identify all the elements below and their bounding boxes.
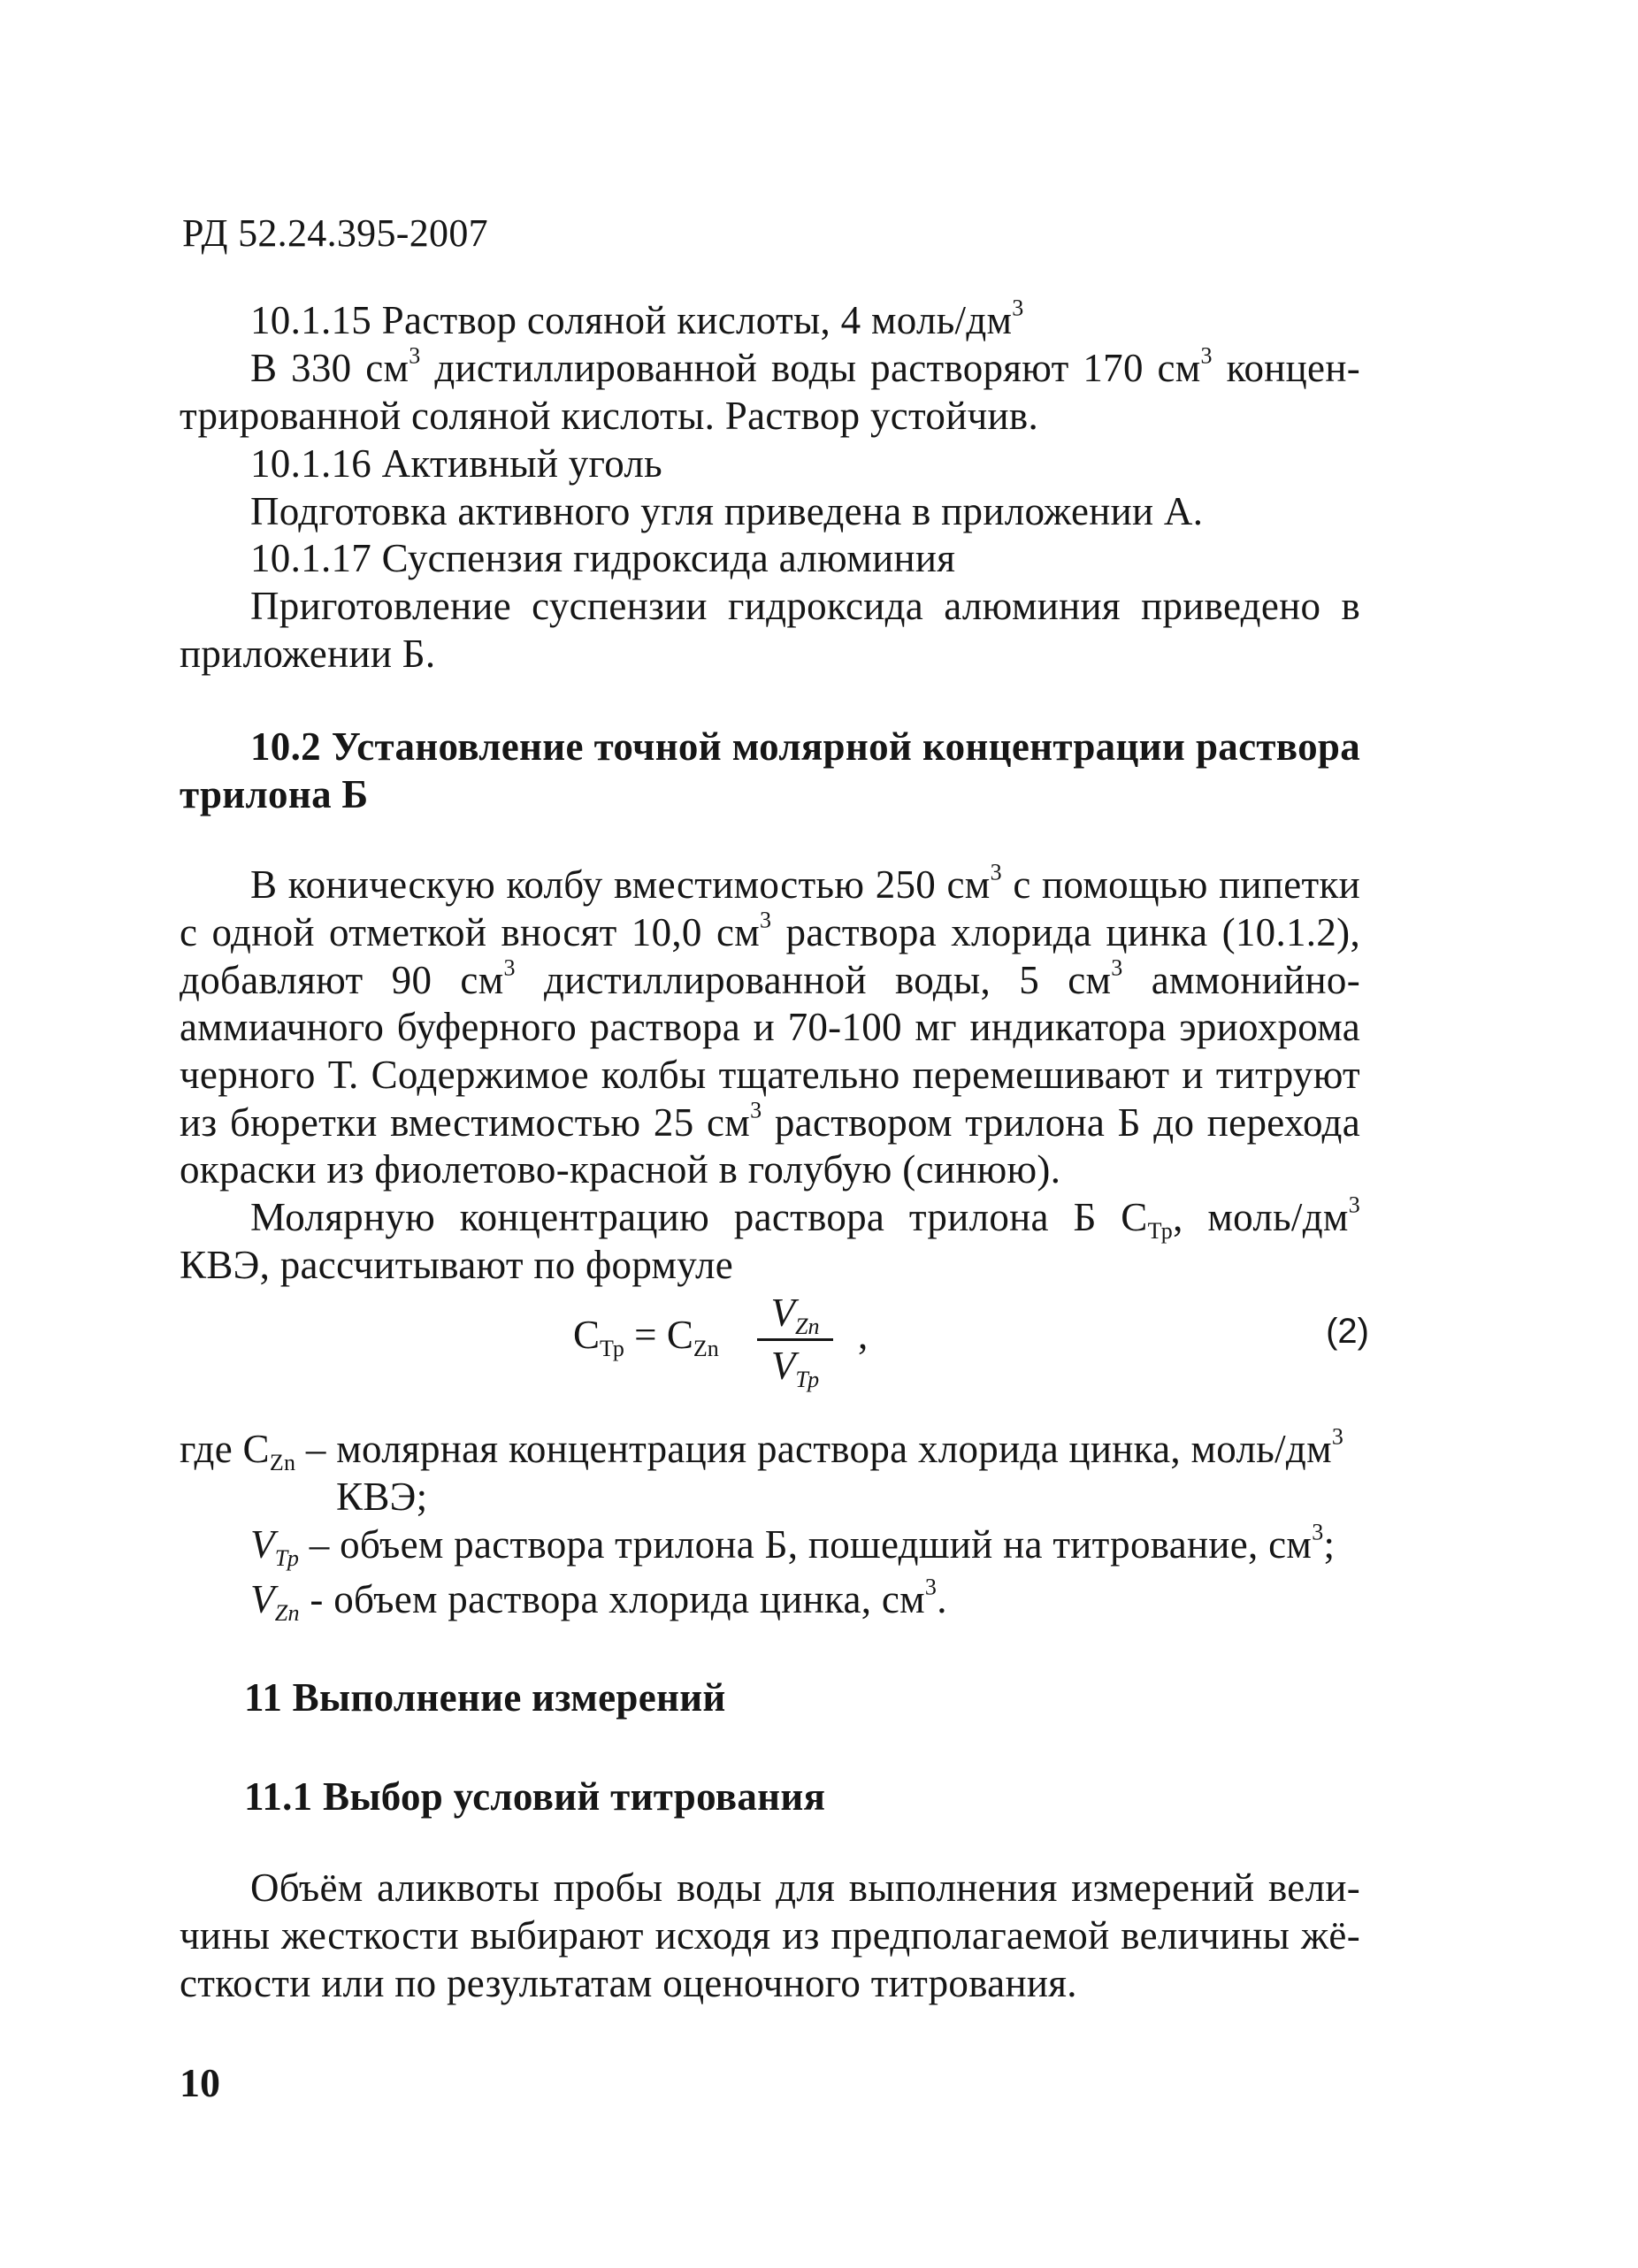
formula-fraction xyxy=(757,1287,833,1391)
para-10-1-15-line-2: трированной соляной кислоты. Раствор устойчив. xyxy=(180,394,1039,438)
para-10-1-16: Подготовка активного угля приведена в приложении А. xyxy=(250,489,1204,533)
formula-comma: , xyxy=(858,1313,869,1357)
fraction-denominator: $V_{Тр}$ xyxy=(770,1344,820,1393)
page-number: 10 xyxy=(180,2060,220,2105)
para-10-2-line-2: с одной отметкой вносят 10,0 $см^3$ раствора хлорида цинка (10.1.2), xyxy=(180,907,1360,954)
para-10-2-line-6: из бюретки вместимостью 25 $см^3$ раствором трилона Б до перехода xyxy=(180,1097,1360,1145)
section-title-11-1: 11.1 Выбор условий титрования xyxy=(244,1774,826,1819)
where-line-3: $V_{Тр}$ – объем раствора трилона Б, пошедший на титрование, $см^3$; xyxy=(250,1519,1336,1572)
fraction-numerator: $V_{Zn}$ xyxy=(770,1291,820,1340)
para-10-1-17-line-1: Приготовление суспензии гидроксида алюминия приведено в xyxy=(250,584,1360,628)
para-10-1-17-line-2: приложении Б. xyxy=(180,632,436,676)
para-10-2-p2-line-2: КВЭ, рассчитывают по формуле xyxy=(180,1243,734,1287)
formula-2 xyxy=(573,1287,1369,1420)
para-10-2-line-3: добавляют 90 $см^3$ дистиллированной воды, 5 $см^3$ аммонийно- xyxy=(180,954,1360,1002)
where-line-1: где $С_{Zn}$ – молярная концентрация раствора хлорида цинка, моль/$дм^3$ xyxy=(180,1423,1344,1476)
formula-lhs: $С_{Тр} = С_{Zn}$ xyxy=(573,1313,719,1362)
where-line-4: $V_{Zn}$ - объем раствора хлорида цинка, $см^3$. xyxy=(250,1574,947,1627)
section-title-10-2-line-1: 10.2 Установление точной молярной концентрации раствора xyxy=(250,724,1360,769)
para-11-1-line-3: сткости или по результатам оценочного титрования. xyxy=(180,1961,1077,2005)
document-header: РД 52.24.395-2007 xyxy=(182,211,488,255)
para-10-2-line-4: аммиачного буферного раствора и 70-100 мг индикатора эриохрома xyxy=(180,1005,1360,1049)
heading-10-1-17: 10.1.17 Суспензия гидроксида алюминия xyxy=(250,536,956,580)
para-10-2-p2-line-1: Молярную концентрацию раствора трилона Б $С_{Тр}$, моль/$дм^3$ xyxy=(250,1191,1360,1245)
para-10-2-line-1: В коническую колбу вместимостью 250 $см^3$ с помощью пипетки xyxy=(250,859,1361,907)
section-title-10-2-line-2: трилона Б xyxy=(180,772,369,816)
para-11-1-line-2: чины жесткости выбирают исходя из предполагаемой величины жё- xyxy=(180,1913,1360,1958)
formula-number: (2) xyxy=(1326,1312,1369,1351)
para-10-2-line-7: окраски из фиолетово-красной в голубую (синюю). xyxy=(180,1147,1061,1191)
where-line-2: КВЭ; xyxy=(336,1475,428,1519)
section-title-11: 11 Выполнение измерений xyxy=(244,1675,726,1720)
para-10-1-15-line-1: В 330 $см^3$ дистиллированной воды растворяют 170 $см^3$ концен- xyxy=(250,342,1360,390)
para-11-1-line-1: Объём аликвоты пробы воды для выполнения измерений вели- xyxy=(250,1866,1360,1910)
heading-10-1-15: 10.1.15 Раствор соляной кислоты, 4 моль/$дм^3$ xyxy=(250,295,1024,342)
heading-10-1-16: 10.1.16 Активный уголь xyxy=(250,441,662,486)
para-10-2-line-5: черного Т. Содержимое колбы тщательно перемешивают и титруют xyxy=(180,1053,1360,1097)
